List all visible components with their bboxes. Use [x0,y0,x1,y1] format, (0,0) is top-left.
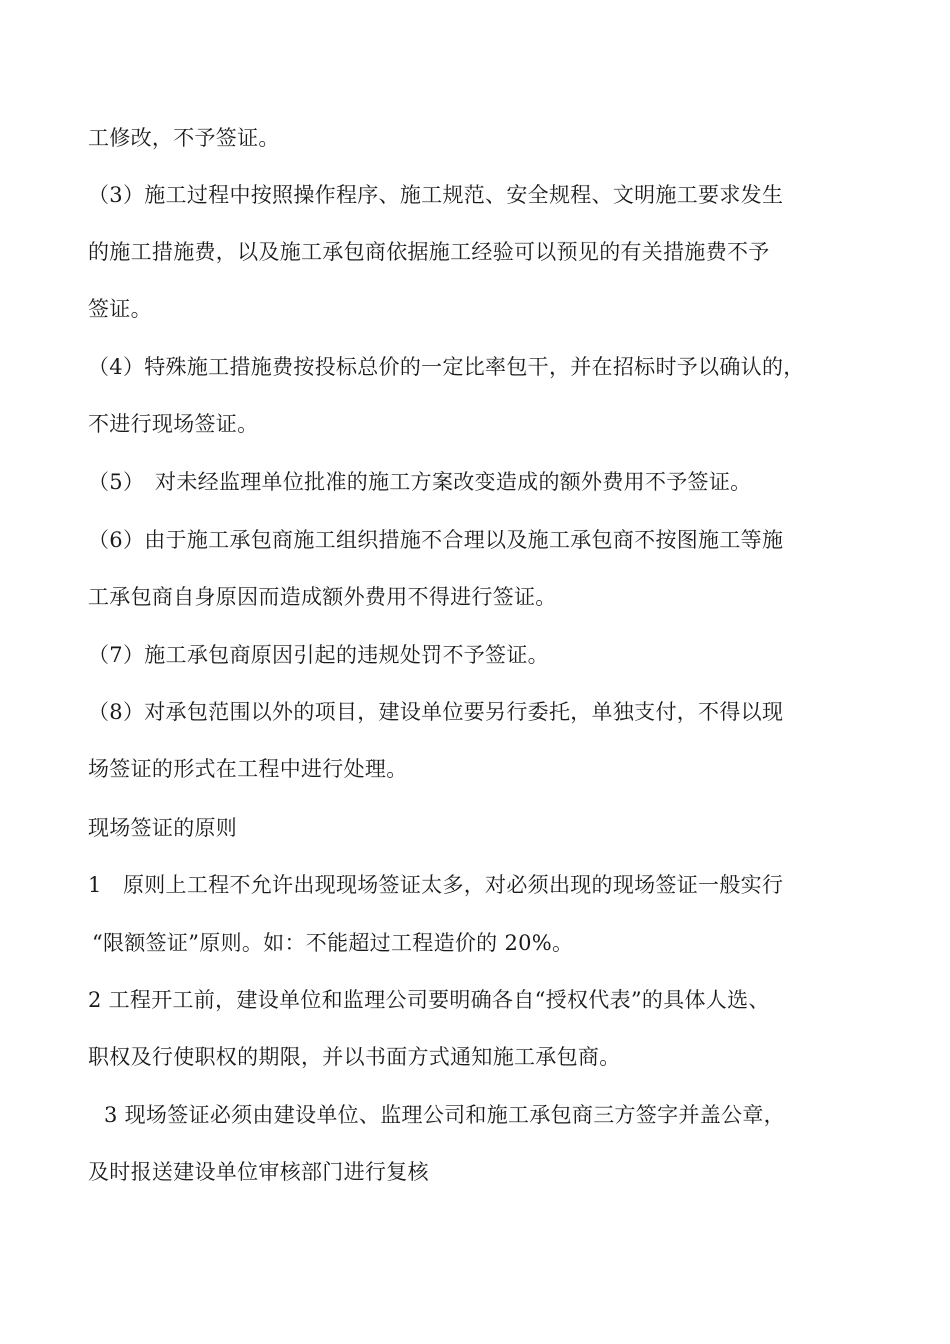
text-line: 工修改，不予签证。 [88,126,280,150]
text-line: 签证。 [88,297,152,321]
text-line: 1 原则上工程不允许出现现场签证太多，对必须出现的现场签证一般实行 [88,873,784,897]
text-line: （4）特殊施工措施费按投标总价的一定比率包干，并在招标时予以确认的， [88,355,805,379]
text-line: （8）对承包范围以外的项目，建设单位要另行委托，单独支付，不得以现 [88,700,784,724]
text-line: 职权及行使职权的期限，并以书面方式通知施工承包商。 [88,1045,621,1069]
text-line: 3 现场签证必须由建设单位、监理公司和施工承包商三方签字并盖公章， [104,1103,785,1127]
text-line: 工承包商自身原因而造成额外费用不得进行签证。 [88,585,557,609]
text-line: （3）施工过程中按照操作程序、施工规范、安全规程、文明施工要求发生 [88,183,784,207]
text-line: 的施工措施费，以及施工承包商依据施工经验可以预见的有关措施费不予 [88,240,770,264]
text-line: 场签证的形式在工程中进行处理。 [88,757,408,781]
section-heading: 现场签证的原则 [88,816,238,840]
text-line: （6）由于施工承包商施工组织措施不合理以及施工承包商不按图施工等施 [88,528,784,552]
text-line: 不进行现场签证。 [88,412,259,436]
text-line: “限额签证”原则。如：不能超过工程造价的 20%。 [92,931,574,955]
text-line: 2 工程开工前，建设单位和监理公司要明确各自“授权代表”的具体人选、 [88,988,770,1012]
text-line: （7）施工承包商原因引起的违规处罚不予签证。 [88,643,549,667]
text-line: 及时报送建设单位审核部门进行复核 [88,1160,429,1184]
text-line: （5） 对未经监理单位批准的施工方案改变造成的额外费用不予签证。 [88,470,752,494]
